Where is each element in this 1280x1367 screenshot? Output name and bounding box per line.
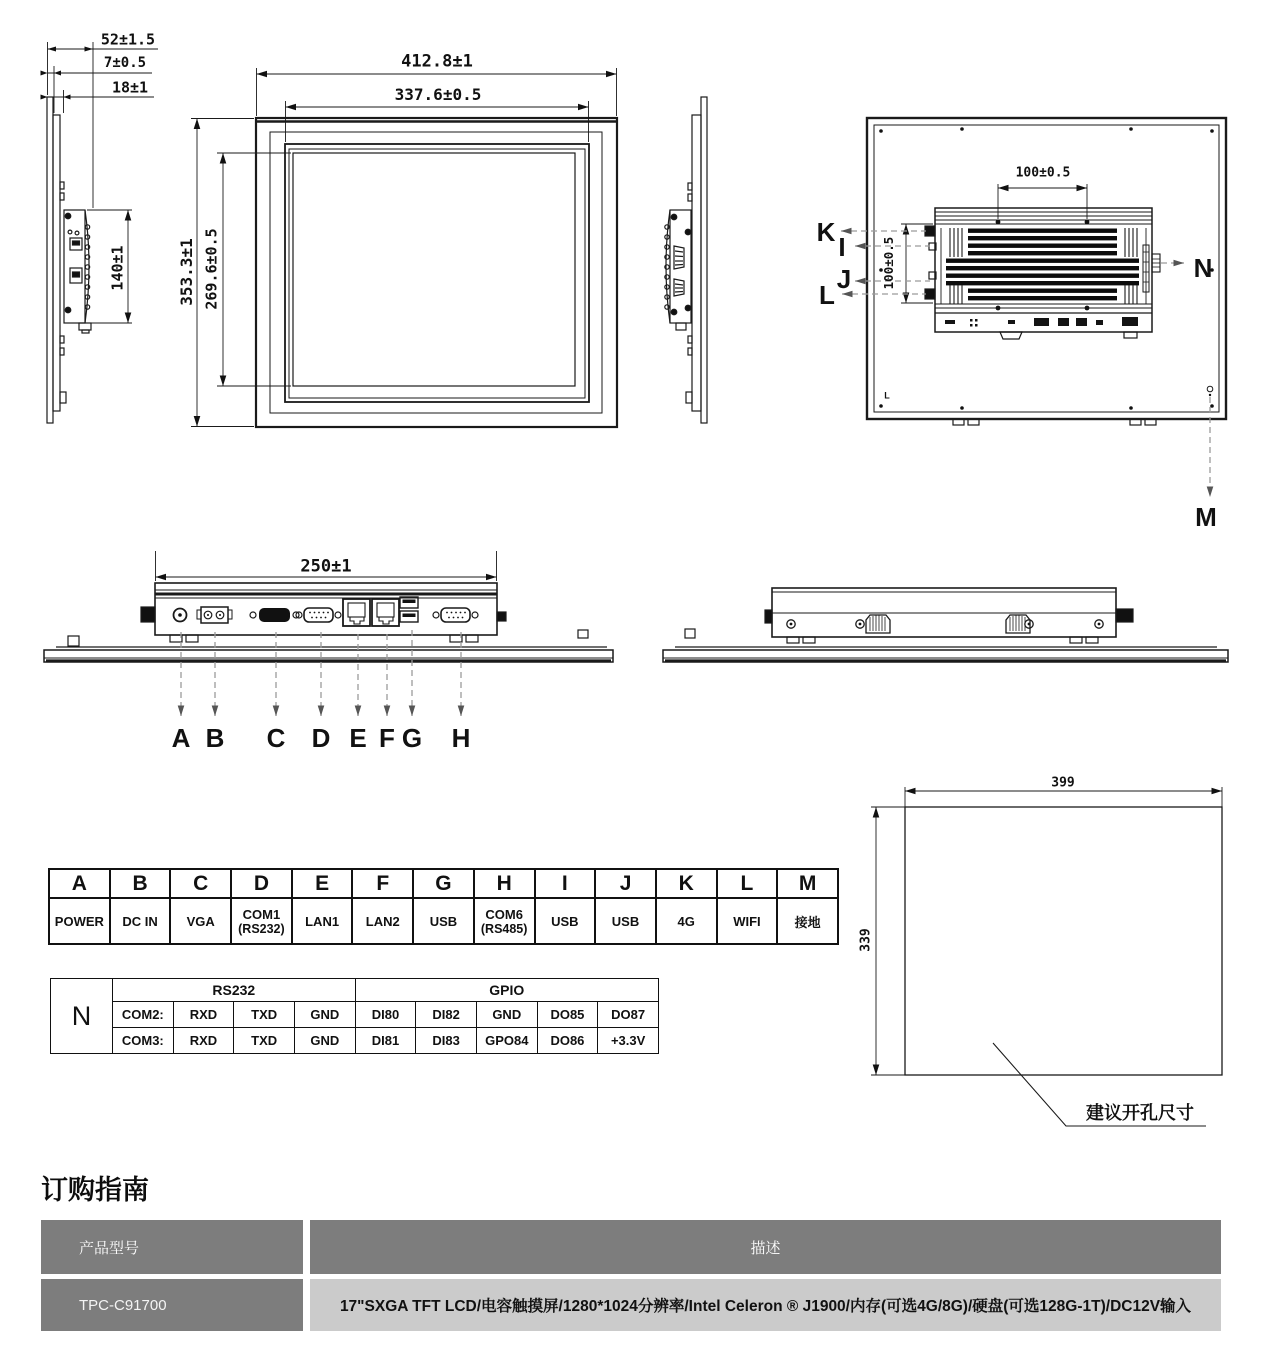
dim-front-width: 412.8±1 xyxy=(401,51,473,72)
dim-front-height: 353.3±1 xyxy=(177,238,196,306)
port-label-h: H xyxy=(451,723,471,753)
legend-letter: F xyxy=(352,869,413,898)
legend-label: USB xyxy=(595,898,656,944)
dim-front-screen-width: 337.6±0.5 xyxy=(394,85,482,104)
order-model-cell: TPC-C91700 xyxy=(41,1279,303,1331)
dim-bottom-width: 250±1 xyxy=(300,556,352,577)
legend-letter: K xyxy=(656,869,717,898)
n-table-row-header: N xyxy=(51,979,113,1054)
port-label-g: G xyxy=(401,723,423,753)
front-view xyxy=(191,68,617,427)
dim-side-bezel: 18±1 xyxy=(111,78,149,97)
n-table-group-rs232: RS232 xyxy=(113,979,356,1002)
dim-vesa-vertical: 100±0.5 xyxy=(880,236,896,290)
n-table-group-row xyxy=(51,979,659,1002)
legend-label: 4G xyxy=(656,898,717,944)
rear-corner-mark: L xyxy=(884,390,890,401)
legend-label: WIFI xyxy=(717,898,778,944)
legend-label: VGA xyxy=(170,898,231,944)
callout-letter-j: J xyxy=(836,264,852,294)
legend-label: DC IN xyxy=(110,898,171,944)
legend-letter: B xyxy=(110,869,171,898)
side-view-right xyxy=(665,97,707,423)
n-pinout-table xyxy=(50,978,659,1054)
callout-letter-i: I xyxy=(838,232,846,262)
port-legend-table xyxy=(48,868,839,945)
port-label-c: C xyxy=(266,723,286,753)
cutout-label: 建议开孔尺寸 xyxy=(1086,1103,1194,1123)
port-label-e: E xyxy=(349,723,367,753)
dim-vesa-horizontal: 100±0.5 xyxy=(1015,165,1071,181)
legend-label: USB xyxy=(413,898,474,944)
legend-letter: D xyxy=(231,869,292,898)
legend-letter: L xyxy=(717,869,778,898)
order-guide-heading: 订购指南 xyxy=(41,1175,149,1205)
callout-letter-l: L xyxy=(819,280,835,310)
legend-label: LAN2 xyxy=(352,898,413,944)
port-legend-label-row xyxy=(49,898,838,944)
port-label-a: A xyxy=(171,723,191,753)
legend-label: 接地 xyxy=(777,898,838,944)
top-view xyxy=(663,588,1228,662)
legend-letter: J xyxy=(595,869,656,898)
legend-label: POWER xyxy=(49,898,110,944)
legend-letter: A xyxy=(49,869,110,898)
n-table-row-com3: COM3: RXD TXD GND DI81 DI83 GPO84 DO86 +3.3V xyxy=(51,1028,659,1054)
dim-front-screen-height: 269.6±0.5 xyxy=(202,228,221,310)
port-label-b: B xyxy=(205,723,225,753)
order-col-model-header: 产品型号 xyxy=(41,1220,303,1274)
port-label-d: D xyxy=(311,723,331,753)
legend-label: COM1 (RS232) xyxy=(231,898,292,944)
port-legend-letter-row xyxy=(49,869,838,898)
legend-letter: M xyxy=(777,869,838,898)
n-table-group-gpio: GPIO xyxy=(355,979,658,1002)
n-table-row-com2: COM2: RXD TXD GND DI80 DI82 GND DO85 DO87 xyxy=(51,1002,659,1028)
order-description-cell: 17"SXGA TFT LCD/电容触摸屏/1280*1024分辨率/Intel Celeron ® J1900/内存(可选4G/8G)/硬盘(可选128G-1T)/DC12V输入 xyxy=(310,1279,1221,1331)
callout-letter-m: M xyxy=(1195,502,1217,532)
callout-letter-k: K xyxy=(816,217,836,247)
port-label-f: F xyxy=(379,723,395,753)
legend-letter: I xyxy=(535,869,596,898)
legend-label: USB xyxy=(535,898,596,944)
callout-letter-n: N xyxy=(1193,253,1213,283)
dim-side-module-height: 140±1 xyxy=(108,245,127,291)
legend-letter: E xyxy=(292,869,353,898)
legend-label: LAN1 xyxy=(292,898,353,944)
legend-letter: G xyxy=(413,869,474,898)
legend-label: COM6 (RS485) xyxy=(474,898,535,944)
dim-side-glass: 7±0.5 xyxy=(103,55,147,71)
legend-letter: H xyxy=(474,869,535,898)
dim-cutout-width: 399 xyxy=(1051,775,1075,791)
dim-side-depth: 52±1.5 xyxy=(100,30,156,49)
legend-letter: C xyxy=(170,869,231,898)
cutout-drawing xyxy=(871,787,1222,1126)
side-view-left xyxy=(41,42,159,423)
dim-cutout-height: 339 xyxy=(858,928,874,952)
order-col-description-header: 描述 xyxy=(310,1220,1221,1274)
